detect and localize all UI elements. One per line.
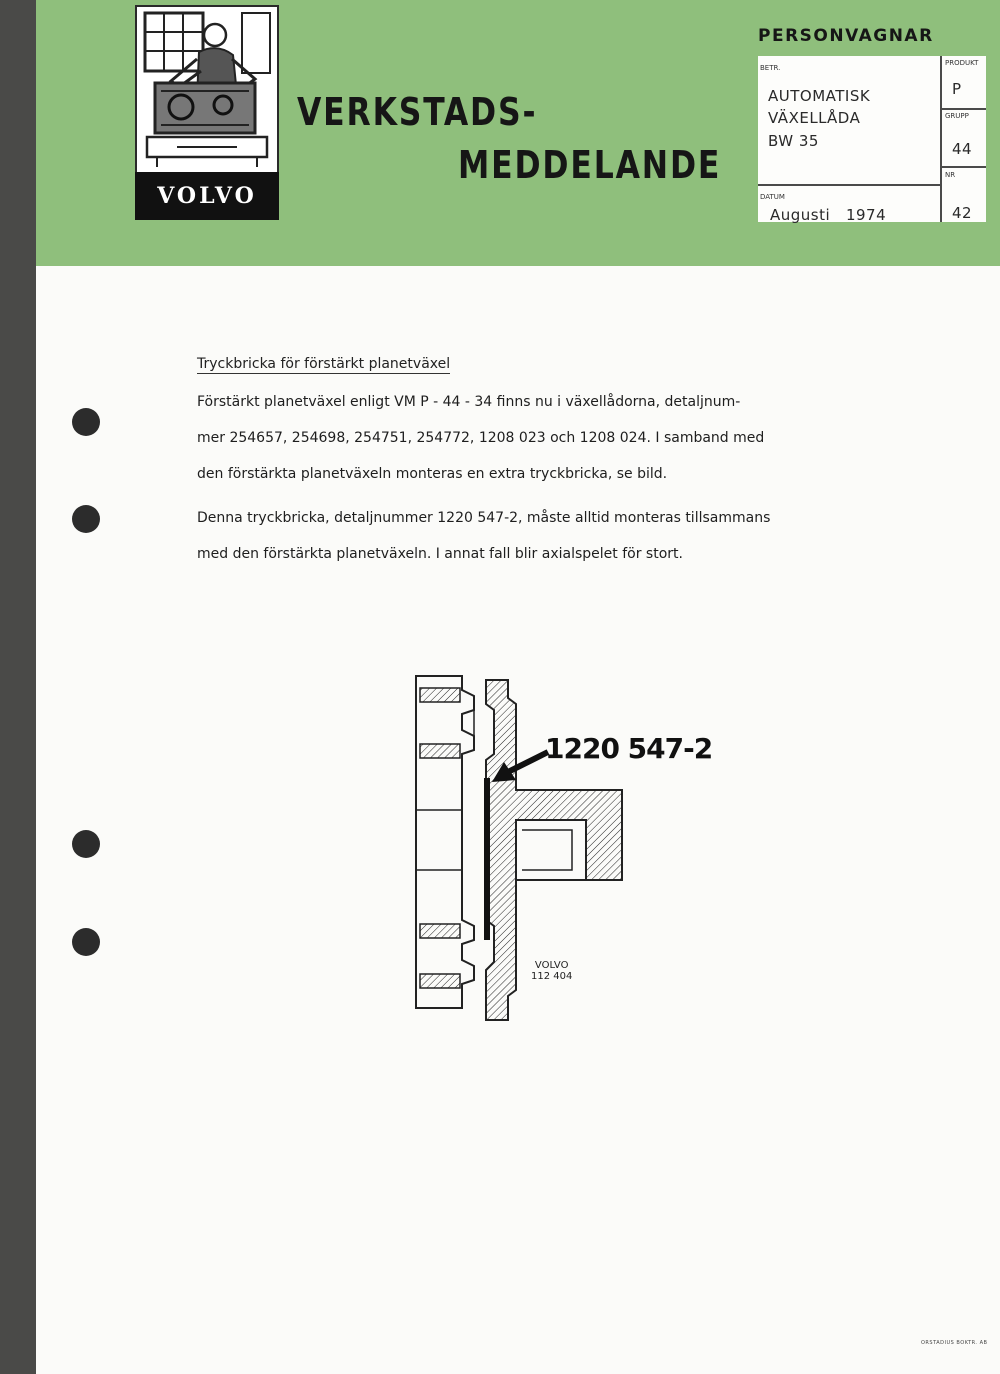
produkt-label: PRODUKT: [945, 59, 979, 67]
volvo-logo: VOLVO: [135, 172, 279, 220]
info-box-divider-vertical: [940, 56, 942, 222]
document-title-line-2: MEDDELANDE: [458, 143, 722, 187]
info-box: [758, 56, 986, 222]
datum-label: DATUM: [760, 193, 785, 201]
punch-hole: [72, 408, 100, 436]
punch-hole: [72, 928, 100, 956]
printer-imprint: ORSTADIUS BOKTR. AB: [921, 1340, 988, 1346]
part-number-callout: 1220 547-2: [545, 732, 713, 765]
paragraph-1-line: Förstärkt planetväxel enligt VM P - 44 - 34 finns nu i växellådorna, detaljnum-: [197, 394, 741, 410]
paragraph-2: [197, 500, 887, 572]
vehicle-category: PERSONVAGNAR: [758, 26, 934, 46]
thrust-washer-cross-section-drawing: [412, 670, 642, 1034]
cross-section-graphic: [412, 670, 642, 1030]
paragraph-2-line: med den förstärkta planetväxeln. I annat fall blir axialspelet för stort.: [197, 546, 683, 562]
figure-code-number: 112 404: [531, 971, 573, 982]
nr-value: 42: [952, 204, 973, 222]
paragraph-1: [197, 384, 887, 492]
page-left-edge: [0, 0, 36, 1374]
document-title-line-1: VERKSTADS-: [297, 90, 538, 134]
produkt-value: P: [952, 80, 962, 98]
punch-hole: [72, 505, 100, 533]
figure-code-brand: VOLVO: [534, 960, 569, 971]
grupp-value: 44: [952, 140, 973, 158]
grupp-label: GRUPP: [945, 112, 969, 120]
paragraph-1-line: mer 254657, 254698, 254751, 254772, 1208 023 och 1208 024. I samband med: [197, 430, 765, 446]
betr-label: BETR.: [760, 64, 781, 72]
betr-value-line-1: AUTOMATISK: [768, 87, 871, 105]
figure-code: [531, 960, 572, 982]
mechanic-illustration-graphic: [137, 7, 277, 172]
paragraph-2-line: Denna tryckbricka, detaljnummer 1220 547-2, måste alltid monteras tillsammans: [197, 510, 771, 526]
betr-value-line-3: BW 35: [768, 132, 819, 150]
info-box-divider-horizontal: [758, 184, 942, 186]
betr-value-line-2: VÄXELLÅDA: [768, 109, 861, 127]
nr-label: NR: [945, 171, 956, 179]
section-title: Tryckbricka för förstärkt planetväxel: [197, 356, 451, 372]
info-box-divider-right-2: [942, 166, 986, 168]
datum-value: Augusti 1974: [770, 206, 887, 224]
mechanic-at-engine-illustration: [135, 5, 279, 174]
info-box-divider-right-1: [942, 108, 986, 110]
paragraph-1-line: den förstärkta planetväxeln monteras en extra tryckbricka, se bild.: [197, 466, 668, 482]
punch-hole: [72, 830, 100, 858]
